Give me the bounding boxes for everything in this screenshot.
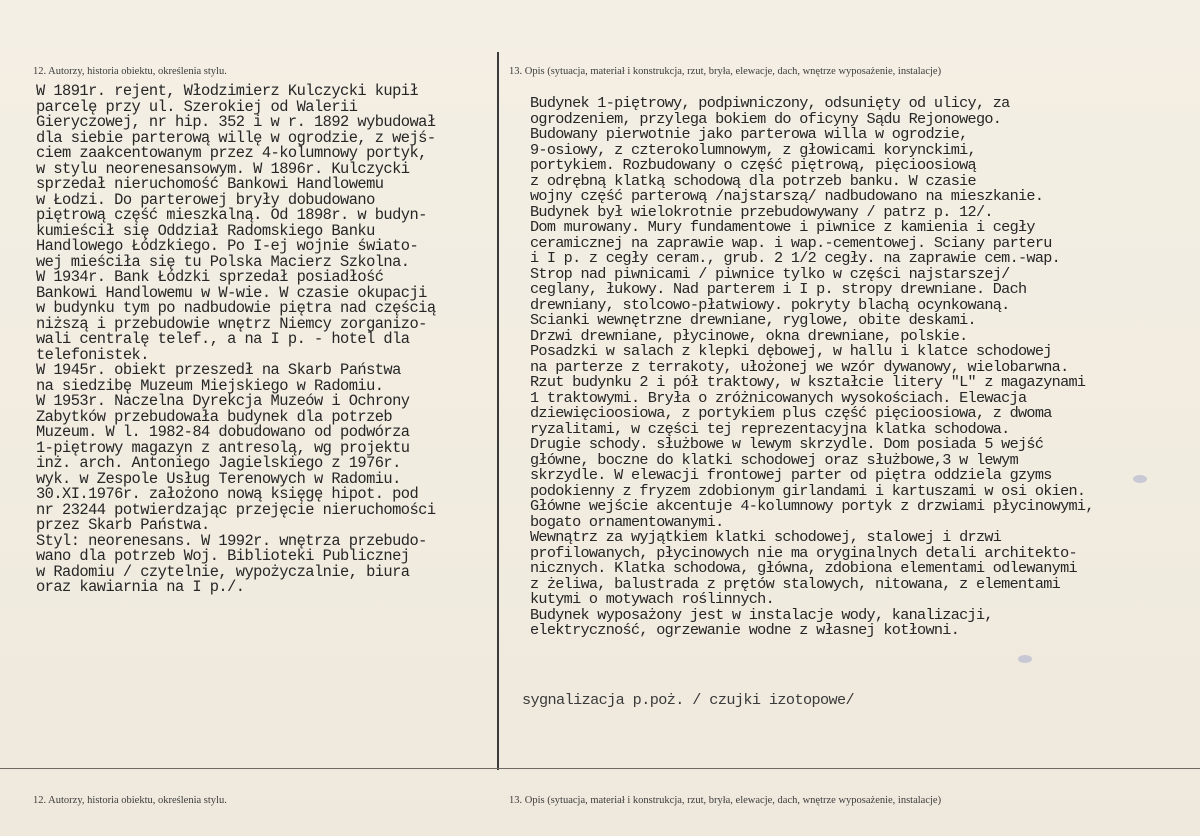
text-line: wyk. w Zespole Usług Terenowych w Radomiu. [36,469,401,488]
text-line: W 1945r. obiekt przeszedł na Skarb Państwa [36,361,401,379]
text-line: nr 23244 potwierdzając przejęcie nieruchomości [36,500,436,519]
text-line: Wewnątrz za wyjątkiem klatki schodowej, stalowej i drzwi [530,528,1002,546]
text-line: Strop nad piwnicami / piwnice tylko w części najstarszej/ [530,264,1010,283]
text-line: ryzalitami, w części tej reprezentacyjna klatka schodowa. [530,419,1010,438]
section-12-header: 12. Autorzy, historia obiektu, określenia stylu. [33,66,227,77]
text-line: portykiem. Rozbudowany o część piętrową, pięcioosiową [530,156,976,174]
text-line: ogrodzeniem, przylega bokiem do oficyny Sądu Rejonowego. [530,109,1002,128]
text-line: W 1953r. Naczelna Dyrekcja Muzeów i Ochrony [36,392,410,410]
history-text-column [36,84,436,596]
text-line: kutymi o motywach roślinnych. [530,590,775,608]
text-line: nicznych. Klatka schodowa, główna, zdobiona elementami odlewanymi [530,559,1077,577]
description-text-column [530,96,1094,639]
text-line: oraz kawiarnia na I p./. [36,578,245,596]
text-line: 30.XI.1976r. założono nową księgę hipot. pod [36,485,419,503]
text-line: Bankowi Handlowemu w W-wie. W czasie okupacji [36,283,427,302]
text-line: na parterze z terrakoty, ułożonej we wzór dywanowy, wielobarwna. [530,357,1069,376]
column-divider [497,52,499,770]
text-line: profilowanych, płycinowych nie ma oryginalnych detali architekto- [530,543,1077,562]
text-line: 1 traktowymi. Bryła o zróżnicowanych wysokościach. Elewacja [530,388,1027,407]
footer-divider [0,768,1200,769]
text-line: w stylu neorenesansowym. W 1896r. Kulczycki [36,159,410,178]
text-line: W 1891r. rejent, Włodzimierz Kulczycki kupił [36,82,419,100]
text-line: w budynku tym po nadbudowie piętra nad częścią [36,299,436,317]
text-line: dla siebie parterową willę w ogrodzie, z wejś- [36,128,436,147]
text-line: Budowany pierwotnie jako parterowa willa w ogrodzie, [530,125,968,143]
text-line: Zabytków przebudowała budynek dla potrzeb [36,407,393,426]
section-13-footer: 13. Opis (sytuacja, materiał i konstrukcja, rzut, bryła, elewacje, dach, wnętrze wyposażenie, instalacje) [509,795,942,806]
text-line: elektryczność, ogrzewanie wodne z własnej kotłowni. [530,621,960,639]
text-line: wano dla potrzeb Woj. Biblioteki Publicznej [36,547,410,565]
text-line: przez Skarb Państwa. [36,516,210,534]
text-line: drewniany, stolcowo-płatwiowy. pokryty blachą ocynkowaną. [530,295,1010,314]
text-line: ciem zaakcentowanym przez 4-kolumnowy portyk, [36,144,427,162]
ink-smudge-mark [1018,655,1032,663]
text-line: wali centralę telef., a na I p. - hotel dla [36,330,410,348]
text-line: 1-piętrowy magazyn z antresolą, wg projektu [36,438,410,457]
text-line: na siedzibę Muzeum Miejskiego w Radomiu. [36,376,384,395]
text-line: Muzeum. W l. 1982-84 dobudowano od podwórza [36,423,410,441]
text-line: ceramicznej na zaprawie wap. i wap.-cementowej. Sciany parteru [530,233,1052,252]
text-line: Gieryczowej, nr hip. 352 i w r. 1892 wybudował [36,113,436,131]
text-line: w Radomiu / czytelnie, wypożyczalnie, biura [36,562,410,581]
text-line: kumieścił się Oddział Radomskiego Banku [36,221,375,240]
text-line: Drzwi drewniane, płycinowe, okna drewniane, polskie. [530,326,968,345]
text-line: bogato ornamentowanymi. [530,512,724,531]
text-line: z odrębną klatką schodową dla potrzeb banku. W czasie [530,171,976,190]
text-line: Budynek był wielokrotnie przebudowywany / patrz p. 12/. [530,202,993,221]
text-line: Budynek 1-piętrowy, podpiwniczony, odsunięty od ulicy, za [530,94,1010,112]
text-line: piętrową część mieszkalną. Od 1898r. w budyn- [36,206,427,224]
text-line: W 1934r. Bank Łódzki sprzedał posiadłość [36,268,384,286]
fire-alarm-note: sygnalizacja p.poż. / czujki izotopowe/ [522,691,855,709]
text-line: Styl: neorenesans. W 1992r. wnętrza przebudo- [36,531,427,550]
text-line: niższą i przebudowie wnętrz Niemcy zorganizo- [36,314,427,333]
text-line: Dom murowany. Mury fundamentowe i piwnice z kamienia i cegły [530,218,1035,236]
text-line: z żeliwa, balustrada z prętów stalowych, nitowana, z elementami [530,574,1061,593]
text-line: wej mieściła się tu Polska Macierz Szkolna. [36,252,410,271]
text-line: Posadzki w salach z klepki dębowej, w hallu i klatce schodowej [530,342,1052,360]
text-line: i I p. z cegły ceram., grub. 2 1/2 cegły. na zaprawie cem.-wap. [530,249,1061,267]
text-line: Handlowego Łódzkiego. Po I-ej wojnie świato- [36,237,419,255]
text-line: Scianki wewnętrzne drewniane, ryglowe, obite deskami. [530,311,976,329]
ink-smudge-mark [1133,475,1147,483]
text-line: podokienny z fryzem zdobionym girlandami i kartuszami w osi okien. [530,481,1086,500]
text-line: Drugie schody. służbowe w lewym skrzydle. Dom posiada 5 wejść [530,435,1044,453]
text-line: parcelę przy ul. Szerokiej od Walerii [36,97,358,116]
text-line: ceglany, łukowy. Nad parterem i I p. stropy drewniane. Dach [530,280,1027,298]
text-line: inż. arch. Antoniego Jagielskiego z 1976r. [36,454,401,472]
text-line: główne, boczne do klatki schodowej oraz służbowe,3 w lewym [530,450,1019,469]
section-12-footer: 12. Autorzy, historia obiektu, określenia stylu. [33,795,227,806]
text-line: Budynek wyposażony jest w instalacje wody, kanalizacji, [530,605,993,624]
text-line: telefonistek. [36,345,149,364]
text-line: w Łodzi. Do parterowej bryły dobudowano [36,190,375,209]
text-line: Główne wejście akcentuje 4-kolumnowy portyk z drzwiami płycinowymi, [530,497,1094,515]
text-line: Rzut budynku 2 i pół traktowy, w kształcie litery "L" z magazynami [530,373,1086,391]
section-13-header: 13. Opis (sytuacja, materiał i konstrukcja, rzut, bryła, elewacje, dach, wnętrze wyposażenie, instalacje) [509,66,942,77]
text-line: sprzedał nieruchomość Bankowi Handlowemu [36,175,384,193]
text-line: dziewięcioosiowa, z portykiem plus część pięcioosiowa, z dwoma [530,404,1052,422]
text-line: wojny część parterową /najstarszą/ nadbudowano na mieszkanie. [530,187,1044,205]
text-line: skrzydle. W elewacji frontowej parter od piętra oddziela gzyms [530,466,1052,484]
text-line: 9-osiowy, z czterokolumnowym, z głowicami korynckimi, [530,140,976,159]
